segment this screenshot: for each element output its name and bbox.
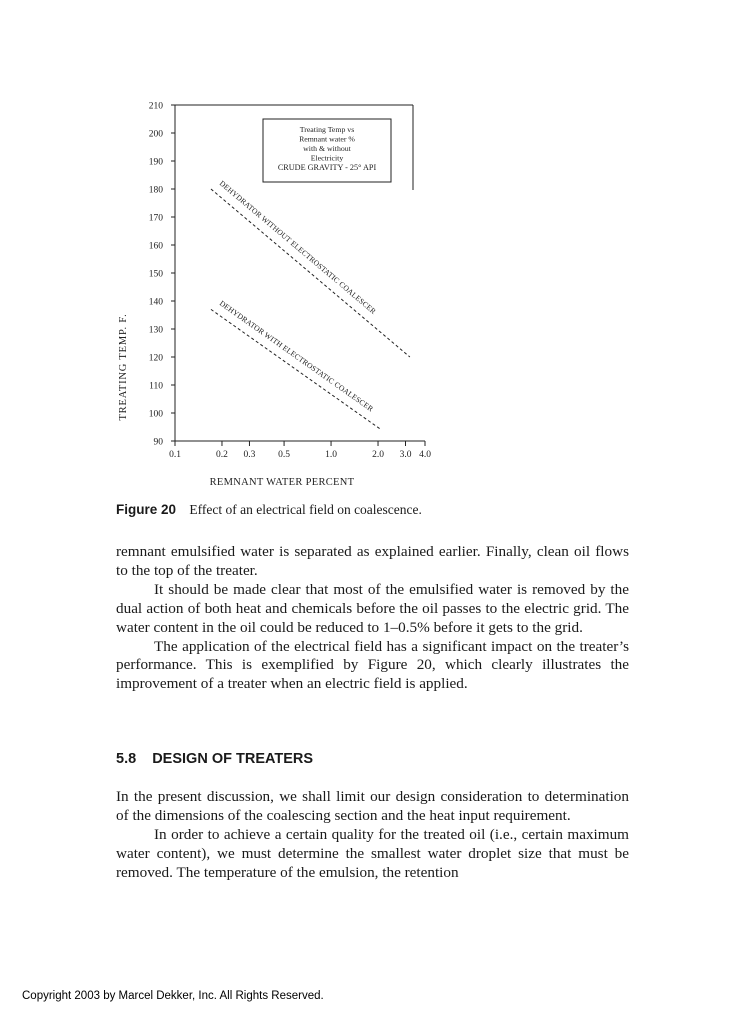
y-tick-label: 200 [148,129,163,140]
x-axis-label: REMNANT WATER PERCENT [209,477,355,488]
y-tick-label: 210 [148,101,163,112]
x-tick-label: 0.5 [278,450,291,460]
series-line [211,309,381,429]
paragraph: It should be made clear that most of the emulsified water is removed by the dual action of both heat and chemicals before the oil passes to the electric grid. The water content in the oil could be reduced to 1–0.5% before it gets to the grid. [116,580,629,636]
section-title: DESIGN OF TREATERS [152,751,314,767]
x-tick-label: 3.0 [399,450,412,460]
x-axis [169,441,431,460]
paragraph: The application of the electrical field has a significant impact on the treater’s performance. This is exemplified by Figure 20, which clearly illustrates the improvement of a treater when an electric field is applied. [116,637,629,693]
chart-legend [263,119,391,182]
section-heading [116,751,313,767]
legend-line: Electricity [310,153,344,163]
legend-line: Treating Temp vs [299,125,355,134]
y-tick-label: 90 [153,437,163,448]
x-tick-label: 0.1 [169,450,181,460]
y-tick-label: 100 [148,409,163,420]
treating-temp-chart [100,95,440,495]
figure-label: Figure 20 [116,502,177,517]
series-line [211,189,410,357]
copyright-footer: Copyright 2003 by Marcel Dekker, Inc. All Rights Reserved. [22,990,324,1002]
figure-caption-text: Effect of an electrical field on coalescence. [189,502,422,517]
y-tick-label: 190 [148,157,163,168]
body-text-block-1 [116,543,629,694]
section-number: 5.8 [116,751,137,767]
x-tick-label: 2.0 [372,450,384,460]
y-axis-label: TREATING TEMP. F. [118,313,129,421]
y-tick-label: 160 [148,241,163,252]
y-tick-label: 140 [148,297,163,308]
series-label: DEHYDRATOR WITH ELECTROSTATIC COALESCER [217,298,376,414]
y-tick-label: 120 [148,353,163,364]
body-text-block-2 [116,788,629,883]
paragraph: In the present discussion, we shall limit our design consideration to determination of the dimensions of the coalescing section and the heat input requirement. [116,788,629,824]
legend-line: CRUDE GRAVITY - 25° API [277,163,377,172]
series-label: DEHYDRATOR WITHOUT ELECTROSTATIC COALESCER [217,178,378,316]
x-tick-label: 4.0 [419,450,431,460]
y-tick-label: 180 [148,185,163,196]
paragraph: remnant emulsified water is separated as explained earlier. Finally, clean oil flows to the top of the treater. [116,543,629,579]
x-tick-label: 0.2 [216,450,228,460]
paragraph: In order to achieve a certain quality for the treated oil (i.e., certain maximum water content), we must determine the smallest water droplet size that must be removed. The temperature of the emulsion, the retention [116,825,629,881]
y-axis [149,102,413,448]
legend-line: with & without [303,144,351,153]
y-tick-label: 150 [148,269,163,280]
series-lines [211,179,410,430]
figure-caption [116,502,636,518]
y-tick-label: 130 [148,325,163,336]
y-tick-label: 110 [149,381,163,392]
legend-line: Remnant water % [299,134,355,144]
y-tick-label: 170 [148,213,163,224]
x-tick-label: 0.3 [243,450,256,460]
x-tick-label: 1.0 [325,450,337,460]
